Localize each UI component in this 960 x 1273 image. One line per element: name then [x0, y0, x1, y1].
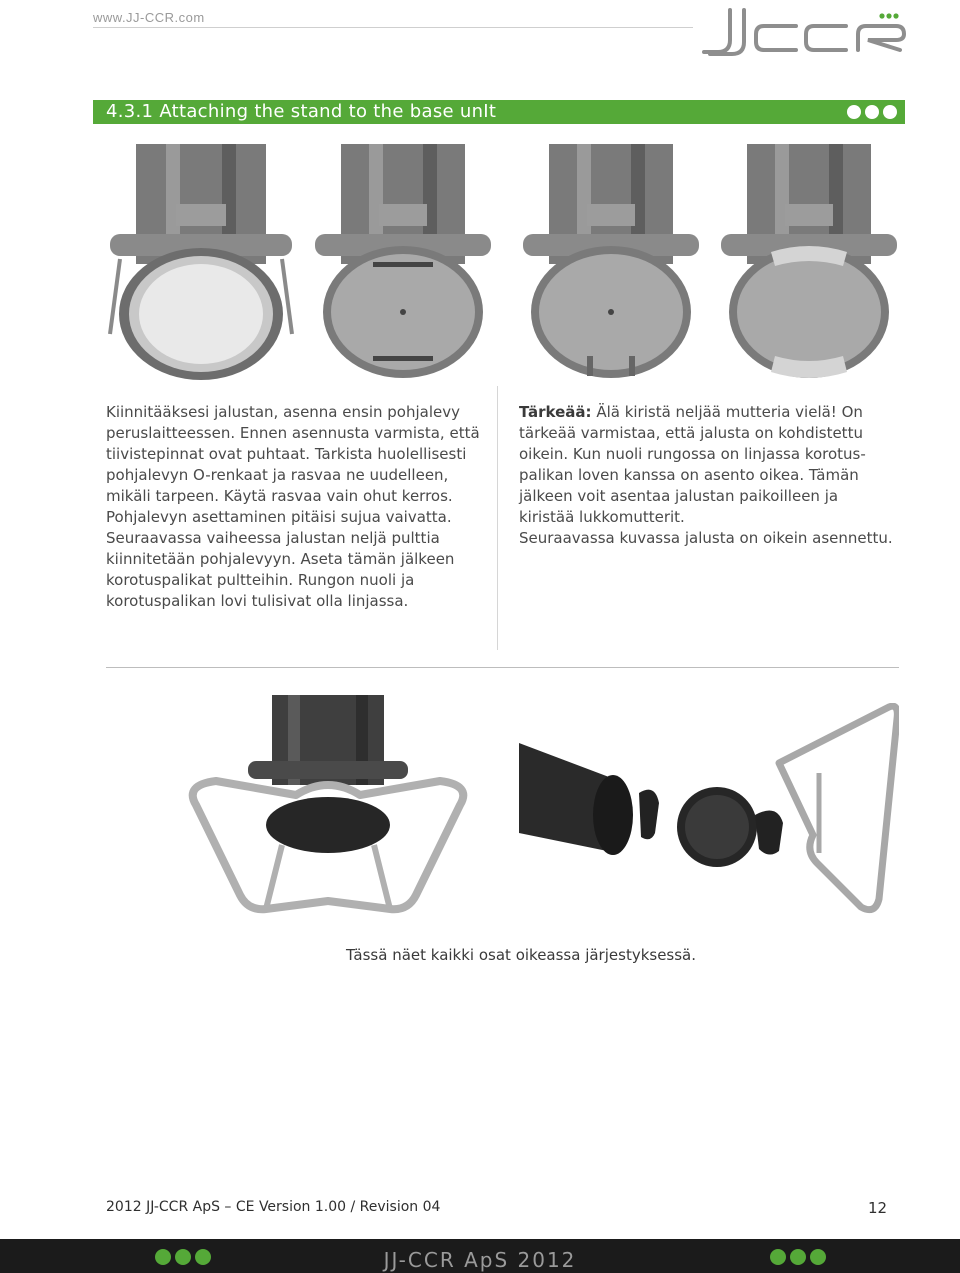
- section-bar-dots: [847, 105, 897, 119]
- dot-icon: [790, 1249, 806, 1265]
- footer-dots-left: [155, 1249, 211, 1265]
- footer-version: 2012 JJ-CCR ApS – CE Version 1.00 / Revision 04: [106, 1199, 441, 1215]
- photo-canister-base-plate: [313, 144, 493, 384]
- instructions-left: [106, 402, 481, 612]
- column-divider: [497, 386, 498, 650]
- instruction-line: tiivistepinnat ovat puhtaat. Tarkista huolellisesti: [106, 445, 467, 463]
- site-url[interactable]: www.JJ-CCR.com: [93, 10, 205, 25]
- instruction-line: tärkeää varmistaa, että jalusta on kohdistettu: [519, 424, 863, 442]
- dot-icon: [847, 105, 861, 119]
- instruction-line: Seuraavassa kuvassa jalusta on oikein asennettu.: [519, 529, 893, 547]
- footer-brand: JJ-CCR ApS 2012: [383, 1248, 577, 1272]
- important-note-line: [519, 402, 899, 423]
- instruction-line: peruslaitteessen. Ennen asennusta varmista, että: [106, 424, 480, 442]
- dot-icon: [155, 1249, 171, 1265]
- instruction-line: Seuraavassa vaiheessa jalustan neljä pulttia: [106, 529, 440, 547]
- important-label: Tärkeää:: [519, 403, 592, 421]
- instruction-line: Pohjalevyn asettaminen pitäisi sujua vaivatta.: [106, 508, 452, 526]
- dot-icon: [770, 1249, 786, 1265]
- photo-caption: Tässä näet kaikki osat oikeassa järjestyksessä.: [346, 946, 697, 964]
- instructions-right: [519, 402, 899, 549]
- instruction-line: korotuspalikan lovi tulisivat olla linjassa.: [106, 592, 409, 610]
- dot-icon: [195, 1249, 211, 1265]
- jjccr-logo: [700, 4, 910, 60]
- instruction-line: mikäli tarpeen. Käytä rasvaa vain ohut kerros.: [106, 487, 453, 505]
- important-note-text: Älä kiristä neljää mutteria vielä! On: [591, 403, 863, 421]
- dot-icon: [865, 105, 879, 119]
- photo-parts-exploded-view: [519, 703, 899, 915]
- instruction-line: jälkeen voit asentaa jalustan paikoilleen ja: [519, 487, 839, 505]
- dot-icon: [883, 105, 897, 119]
- photo-stand-attached: [176, 695, 480, 920]
- photo-canister-base-bolts: [521, 144, 701, 384]
- instruction-line: pohjalevyn O-renkaat ja rasvaa ne uudelleen,: [106, 466, 449, 484]
- dot-icon: [810, 1249, 826, 1265]
- instruction-line: oikein. Kun nuoli rungossa on linjassa korotus-: [519, 445, 866, 463]
- instruction-line: Kiinnitääksesi jalustan, asenna ensin pohjalevy: [106, 403, 460, 421]
- instruction-line: palikan loven kanssa on asento oikea. Tämän: [519, 466, 859, 484]
- page-number: 12: [868, 1199, 888, 1217]
- photo-canister-spacers: [719, 144, 899, 384]
- instruction-line: kiristää lukkomutterit.: [519, 508, 685, 526]
- instruction-line: kiinnitetään pohjalevyyn. Aseta tämän jälkeen: [106, 550, 455, 568]
- header-divider: [93, 27, 693, 28]
- section-divider: [106, 667, 899, 668]
- dot-icon: [175, 1249, 191, 1265]
- photo-canister-open-bottom: [106, 144, 296, 384]
- section-title: 4.3.1 Attaching the stand to the base unIt: [106, 101, 497, 122]
- instruction-line: korotuspalikat pultteihin. Rungon nuoli ja: [106, 571, 415, 589]
- footer-dots-right: [770, 1249, 826, 1265]
